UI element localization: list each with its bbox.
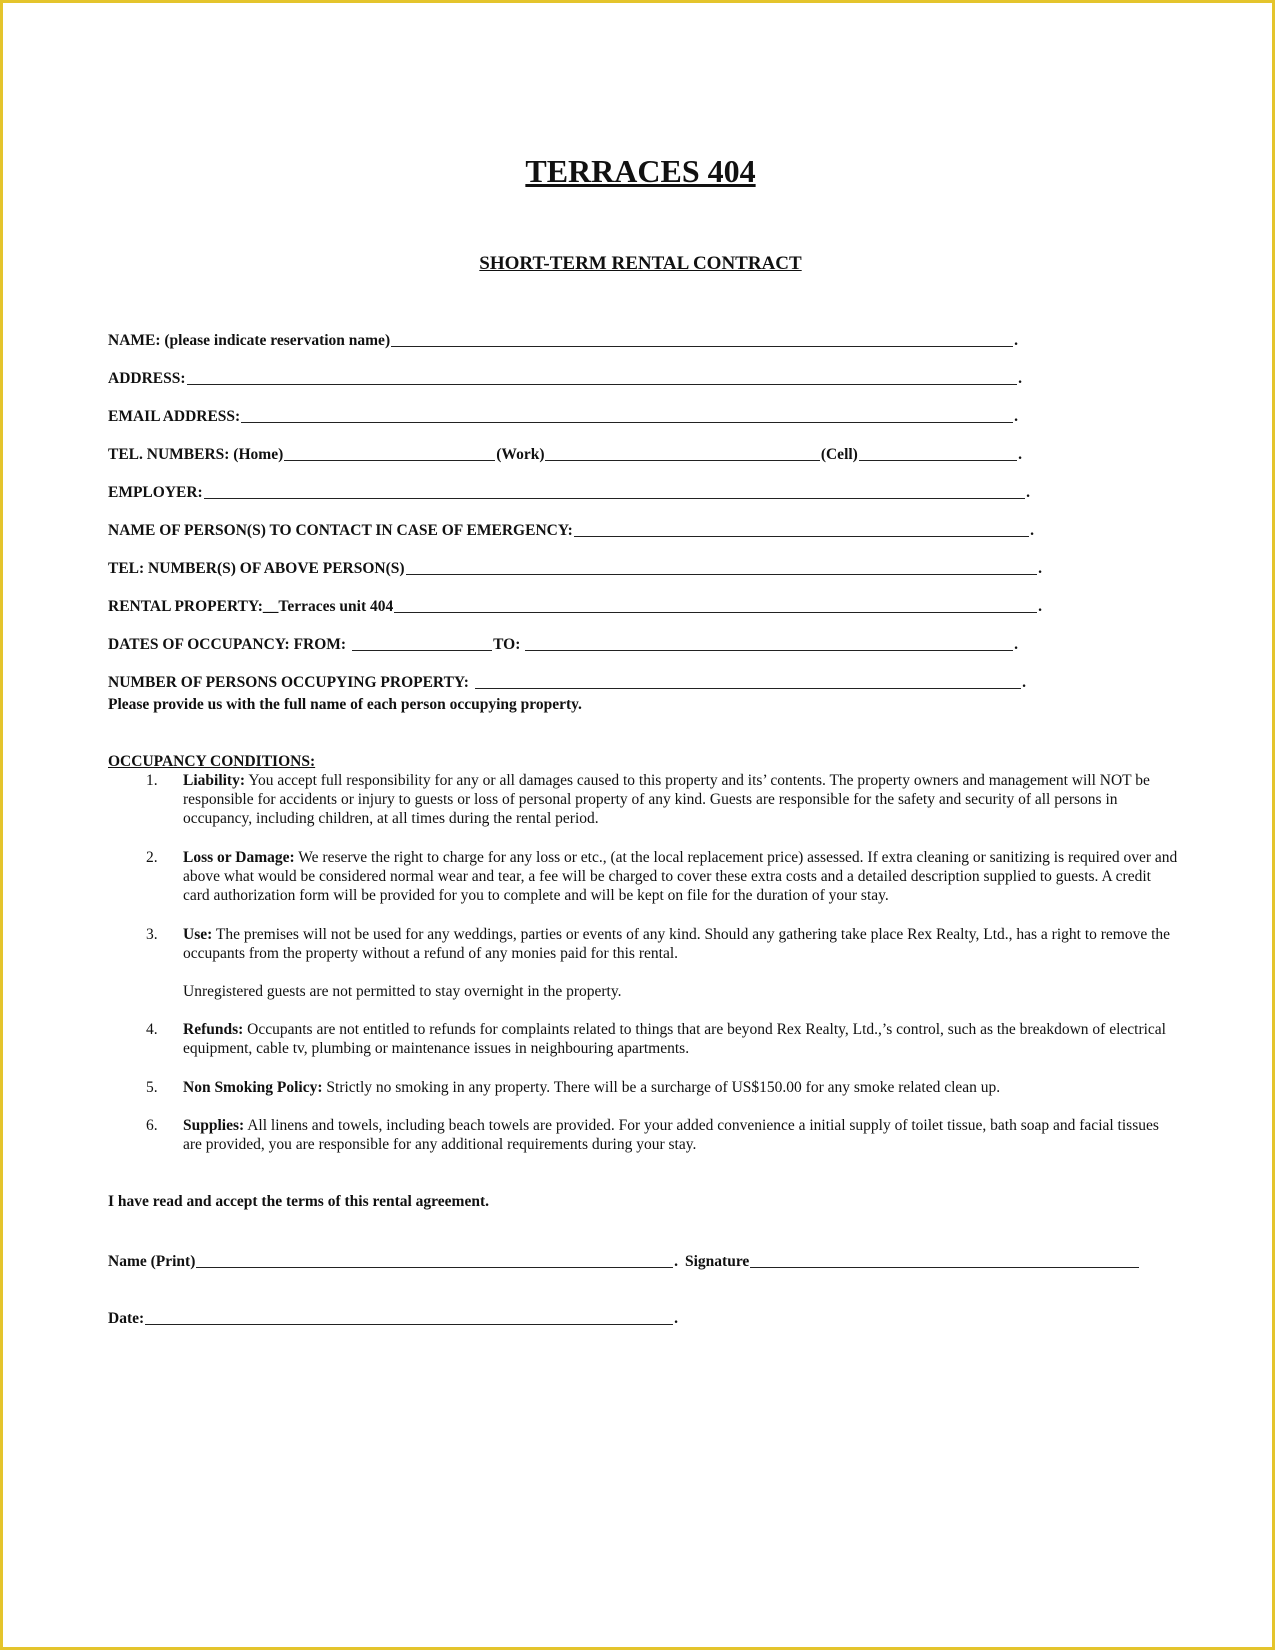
emergency-tel-blank[interactable] <box>406 559 1038 575</box>
emergency-contact-blank[interactable] <box>574 521 1029 537</box>
tel-cell-label: (Cell) <box>820 446 858 463</box>
document-subtitle: SHORT-TERM RENTAL CONTRACT <box>479 253 802 274</box>
condition-item <box>108 1116 1178 1154</box>
tel-home-blank[interactable] <box>284 445 495 461</box>
name-field[interactable]: NAME: (please indicate reservation name) . <box>108 332 1018 349</box>
email-field[interactable]: EMAIL ADDRESS: . <box>108 408 1018 425</box>
employer-label: EMPLOYER: <box>108 484 203 501</box>
accept-statement: I have read and accept the terms of this rental agreement. <box>108 1193 489 1210</box>
name-print-blank[interactable] <box>196 1252 673 1268</box>
condition-item <box>108 1078 1178 1097</box>
condition-text: You accept full responsibility for any or all damages caused to this property and its’ contents. The property owners and management will NOT be responsible for accidents or injury to guests or loss of personal property of any kind. Guests are responsible for the safety and security of all persons in occupancy, including children, at all times during the rental period. <box>183 772 1150 827</box>
rental-property-label: RENTAL PROPERTY: <box>108 598 263 615</box>
tel-numbers-field[interactable]: TEL. NUMBERS: (Home) (Work) (Cell) . <box>108 446 1022 463</box>
tel-home-label: TEL. NUMBERS: (Home) <box>108 446 284 463</box>
employer-blank[interactable] <box>204 483 1025 499</box>
employer-field[interactable]: EMPLOYER: . <box>108 484 1030 501</box>
dates-to-label: TO: <box>493 636 521 653</box>
condition-number: 4. <box>146 1021 158 1038</box>
emergency-contact-label: NAME OF PERSON(S) TO CONTACT IN CASE OF EMERGENCY: <box>108 522 573 539</box>
name-print-field[interactable]: Name (Print) . <box>108 1253 678 1270</box>
persons-note: Please provide us with the full name of each person occupying property. <box>108 696 582 713</box>
condition-item <box>108 771 1178 828</box>
condition-number: 6. <box>146 1117 158 1134</box>
emergency-tel-label: TEL: NUMBER(S) OF ABOVE PERSON(S) <box>108 560 405 577</box>
tel-work-blank[interactable] <box>545 445 819 461</box>
tel-cell-blank[interactable] <box>859 445 1017 461</box>
condition-title: Supplies: <box>183 1117 245 1134</box>
date-label: Date: <box>108 1310 145 1327</box>
dates-to-blank[interactable] <box>525 635 1013 651</box>
name-label: NAME: (please indicate reservation name) <box>108 332 391 349</box>
dates-of-occupancy-field[interactable]: DATES OF OCCUPANCY: FROM: TO: . <box>108 636 1018 653</box>
address-label: ADDRESS: <box>108 370 186 387</box>
condition-number: 1. <box>146 772 158 789</box>
condition-title: Use: <box>183 926 213 943</box>
condition-number: 5. <box>146 1079 158 1096</box>
number-of-persons-blank[interactable] <box>475 673 1021 689</box>
tel-work-label: (Work) <box>496 446 545 463</box>
condition-title: Liability: <box>183 772 246 789</box>
address-blank[interactable] <box>187 369 1018 385</box>
rental-property-field[interactable]: RENTAL PROPERTY: __Terraces unit 404 . <box>108 598 1042 615</box>
condition-title: Refunds: <box>183 1021 244 1038</box>
dates-from-label: DATES OF OCCUPANCY: FROM: <box>108 636 347 653</box>
signature-label: Signature <box>685 1253 750 1270</box>
document-page <box>3 3 1272 1647</box>
number-of-persons-label: NUMBER OF PERSONS OCCUPYING PROPERTY: <box>108 674 469 691</box>
condition-title: Loss or Damage: <box>183 849 295 866</box>
address-field[interactable]: ADDRESS: . <box>108 370 1022 387</box>
condition-number: 2. <box>146 849 158 866</box>
dates-from-blank[interactable] <box>352 635 492 651</box>
signature-field[interactable] <box>685 1249 1140 1271</box>
condition-item <box>108 1020 1178 1058</box>
condition-number: 3. <box>146 926 158 943</box>
condition-text: The premises will not be used for any weddings, parties or events of any kind. Should any gathering take place Rex Realty, Ltd., has a right to remove the occupants from the property without a refund of any monies paid for this rental. <box>183 926 1171 962</box>
rental-property-blank[interactable] <box>394 597 1037 613</box>
condition-text: We reserve the right to charge for any loss or etc., (at the local replacement price) assessed. If extra cleaning or sanitizing is required over and above what would be considered normal wear and tear, a fee will be charged to cover these extra costs and a detailed description supplied to guests. A credit card authorization form will be provided for you to complete and will be kept on file for the duration of your stay. <box>183 849 1178 904</box>
number-of-persons-field[interactable]: NUMBER OF PERSONS OCCUPYING PROPERTY: . <box>108 674 1026 691</box>
condition-item <box>108 925 1178 1001</box>
condition-text: Strictly no smoking in any property. There will be a surcharge of US$150.00 for any smoke related clean up. <box>322 1079 1001 1096</box>
signature-blank[interactable] <box>750 1252 1139 1268</box>
emergency-tel-field[interactable]: TEL: NUMBER(S) OF ABOVE PERSON(S) . <box>108 560 1042 577</box>
condition-extra: Unregistered guests are not permitted to stay overnight in the property. <box>183 983 622 1000</box>
conditions-heading: OCCUPANCY CONDITIONS: <box>108 753 316 770</box>
email-blank[interactable] <box>241 407 1013 423</box>
name-print-label: Name (Print) <box>108 1253 196 1270</box>
email-label: EMAIL ADDRESS: <box>108 408 241 425</box>
rental-property-value: __Terraces unit 404 <box>262 598 394 615</box>
condition-item <box>108 848 1178 905</box>
emergency-contact-field[interactable]: NAME OF PERSON(S) TO CONTACT IN CASE OF EMERGENCY: . <box>108 522 1034 539</box>
date-field[interactable]: Date: . <box>108 1310 678 1327</box>
condition-text: Occupants are not entitled to refunds for complaints related to things that are beyond Rex Realty, Ltd.,’s control, such as the breakdown of electrical equipment, cable tv, plumbing or maintenance issues in neighbouring apartments. <box>183 1021 1166 1057</box>
document-title: TERRACES 404 <box>525 153 756 189</box>
condition-text: All linens and towels, including beach towels are provided. For your added convenience a initial supply of toilet tissue, bath soap and facial tissues are provided, you are responsible for any additional requirements during your stay. <box>183 1117 1159 1153</box>
date-blank[interactable] <box>145 1309 673 1325</box>
name-blank[interactable] <box>391 331 1013 347</box>
condition-title: Non Smoking Policy: <box>183 1079 323 1096</box>
